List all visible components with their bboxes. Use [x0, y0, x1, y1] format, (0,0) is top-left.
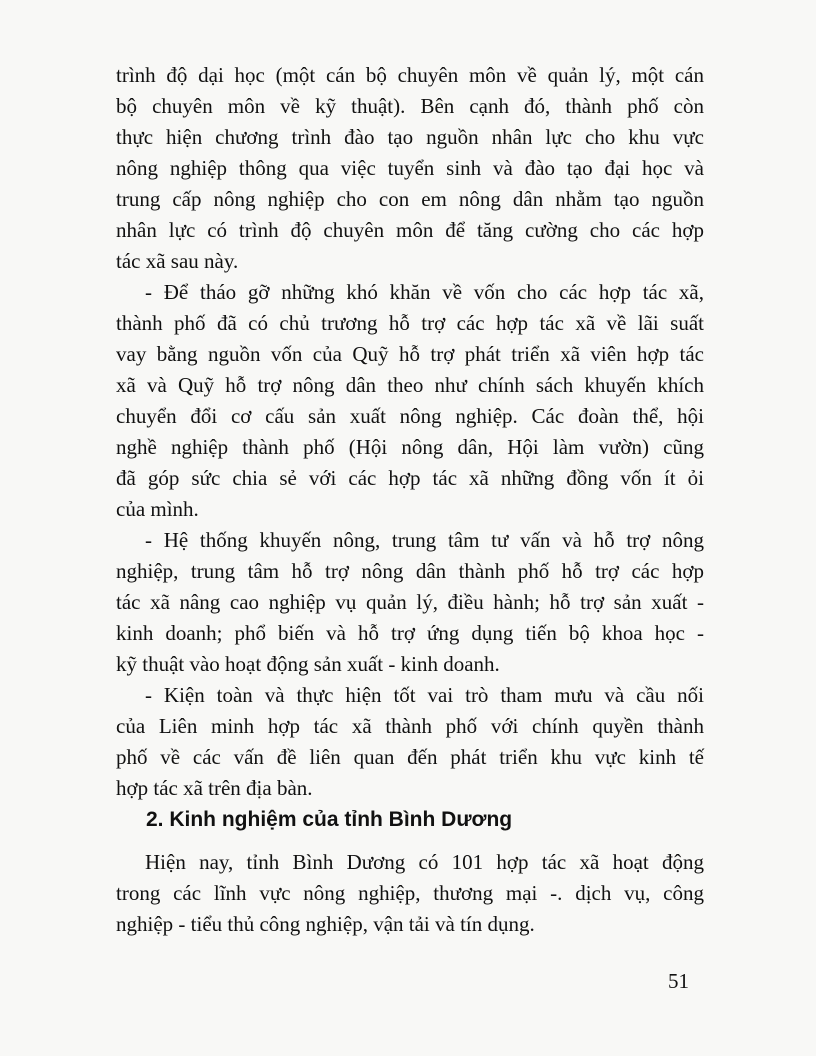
text-line: nhân lực có trình độ chuyên môn để tăng cường cho các hợp [116, 218, 704, 242]
text-line: nông nghiệp thông qua việc tuyển sinh và đào tạo đại học và [116, 156, 704, 180]
body-text-top [116, 60, 704, 800]
text-line: - Hệ thống khuyến nông, trung tâm tư vấn và hỗ trợ nông [145, 528, 704, 552]
text-line: tác xã sau này. [116, 249, 239, 273]
text-line: trình độ dại học (một cán bộ chuyên môn về quản lý, một cán [116, 63, 704, 87]
text-line: của Liên minh hợp tác xã thành phố với chính quyền thành [116, 714, 704, 738]
text-line: nghiệp - tiểu thủ công nghiệp, vận tải và tín dụng. [116, 912, 535, 936]
text-line: phố về các vấn đề liên quan đến phát triển khu vực kinh tế [116, 745, 704, 769]
text-line: chuyển đổi cơ cấu sản xuất nông nghiệp. Các đoàn thể, hội [116, 404, 704, 428]
text-line: - Kiện toàn và thực hiện tốt vai trò tham mưu và cầu nối [145, 683, 704, 707]
text-line: bộ chuyên môn về kỹ thuật). Bên cạnh đó, thành phố còn [116, 94, 704, 118]
text-line: trung cấp nông nghiệp cho con em nông dân nhằm tạo nguồn [116, 187, 704, 211]
text-line: - Để tháo gỡ những khó khăn về vốn cho các hợp tác xã, [145, 280, 704, 304]
text-line: hợp tác xã trên địa bàn. [116, 776, 313, 800]
text-line: thành phố đã có chủ trương hỗ trợ các hợp tác xã về lãi suất [116, 311, 704, 335]
text-line: tác xã nâng cao nghiệp vụ quản lý, điều hành; hỗ trợ sản xuất - [116, 590, 704, 614]
page-number: 51 [668, 969, 689, 993]
section-heading: 2. Kinh nghiệm của tỉnh Bình Dương [146, 808, 513, 831]
text-line: nghiệp, trung tâm hỗ trợ nông dân thành phố hỗ trợ các hợp [116, 559, 704, 583]
text-line: nghề nghiệp thành phố (Hội nông dân, Hội làm vườn) cũng [116, 435, 704, 459]
text-line: kỹ thuật vào hoạt động sản xuất - kinh doanh. [116, 652, 500, 676]
text-line: của mình. [116, 497, 199, 521]
text-line: thực hiện chương trình đào tạo nguồn nhân lực cho khu vực [116, 125, 704, 149]
text-line: vay bằng nguồn vốn của Quỹ hỗ trợ phát triển xã viên hợp tác [116, 342, 704, 366]
text-line: đã góp sức chia sẻ với các hợp tác xã những đồng vốn ít ỏi [116, 466, 704, 490]
text-line: Hiện nay, tỉnh Bình Dương có 101 hợp tác xã hoạt động [145, 850, 704, 874]
text-line: xã và Quỹ hỗ trợ nông dân theo như chính sách khuyến khích [116, 373, 704, 397]
text-line: kinh doanh; phổ biến và hỗ trợ ứng dụng tiến bộ khoa học - [116, 621, 704, 645]
body-text-bottom [116, 847, 704, 943]
text-line: trong các lĩnh vực nông nghiệp, thương mại -. dịch vụ, công [116, 881, 704, 905]
